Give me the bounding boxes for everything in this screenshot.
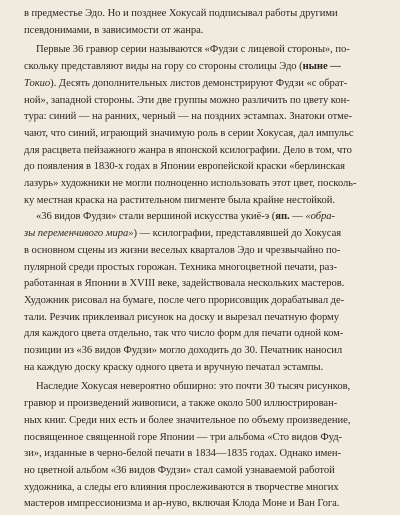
text-span: тура: синий — на ранних, черный — на поздних эстампах. Знатоки отме- bbox=[24, 111, 352, 123]
text-span: тали. Резчик приклеивал рисунок на доску и вырезал печатную форму bbox=[24, 311, 339, 323]
text-line bbox=[24, 226, 378, 243]
text-line bbox=[24, 463, 378, 480]
text-line bbox=[24, 243, 378, 260]
text-line bbox=[24, 326, 378, 343]
italic-text: «обра- bbox=[305, 211, 335, 223]
bold-text: ныне — bbox=[302, 61, 341, 73]
text-line bbox=[24, 396, 378, 413]
text-span: ной», западной стороны. Эти две группы можно различить по цвету кон- bbox=[24, 94, 350, 106]
text-line bbox=[24, 143, 378, 160]
text-span: чают, что синий, играющий значимую роль в серии Хокусая, дал импульс bbox=[24, 127, 354, 139]
text-span: в основном сцены из жизни веселых кварталов Эдо и чрезвычайно по- bbox=[24, 244, 341, 256]
text-span: ку местная краска на растительном пигменте была крайне нестойкой. bbox=[24, 194, 335, 206]
italic-text: Токио bbox=[24, 77, 51, 89]
text-line bbox=[24, 42, 378, 59]
text-line bbox=[24, 379, 378, 396]
text-line bbox=[24, 23, 378, 40]
text-line bbox=[24, 430, 378, 447]
text-span: до появления в 1830-х годах в Японии европейской краски «берлинская bbox=[24, 161, 345, 173]
text-line bbox=[24, 413, 378, 430]
text-span: скольку представляют виды на гору со стороны столицы Эдо ( bbox=[24, 61, 303, 73]
text-line bbox=[24, 76, 378, 93]
text-line bbox=[24, 93, 378, 110]
text-span: пулярной среди простых горожан. Техника многоцветной печати, раз- bbox=[24, 261, 337, 273]
text-line bbox=[24, 496, 378, 513]
text-span: позиции из «36 видов Фудзи» могло доходить до 30. Печатник наносил bbox=[24, 345, 343, 357]
text-span: посвященное священной горе Японии — три альбома «Сто видов Фуд- bbox=[24, 431, 343, 443]
text-line bbox=[24, 193, 378, 210]
text-span: в предместье Эдо. Но и позднее Хокусай подписывал работы другими bbox=[24, 8, 338, 19]
text-span: на каждую доску краску одного цвета и вручную печатал эстампы. bbox=[24, 361, 324, 373]
text-line bbox=[24, 59, 378, 76]
text-span: Художник рисовал на бумаге, после чего прорисовщик дорабатывал де- bbox=[24, 294, 345, 306]
text-span: ). Десять дополнительных листов демонстрируют Фудзи «с обрат- bbox=[50, 77, 348, 89]
text-span: — bbox=[289, 211, 306, 223]
text-span: лазурь» художники не могли полноценно использовать этот цвет, посколь- bbox=[24, 178, 357, 190]
text-line bbox=[24, 159, 378, 176]
italic-text: зы переменчивого мира» bbox=[24, 228, 134, 240]
text-line bbox=[24, 343, 378, 360]
text-line bbox=[24, 260, 378, 277]
text-line bbox=[24, 276, 378, 293]
text-line bbox=[24, 176, 378, 193]
text-span: ) — ксилографии, представлявшей до Хокусая bbox=[133, 228, 342, 240]
text-span: мастеров импрессионизма и ар-нуво, включая Клода Моне и Ван Гога. bbox=[24, 498, 340, 510]
text-span: зи», изданные в черно-белой печати в 1834—1835 годах. Однако имен- bbox=[24, 448, 341, 460]
text-span: но цветной альбом «36 видов Фудзи» стал самой узнаваемой работой bbox=[24, 464, 335, 476]
text-line bbox=[24, 446, 378, 463]
text-span: гравюр и произведений живописи, а также около 500 иллюстрирован- bbox=[24, 398, 338, 410]
text-span: ных книг. Среди них есть и более значительное по объему произведение, bbox=[24, 414, 351, 426]
text-line bbox=[24, 6, 378, 23]
text-span: работанная в Японии в XVIII веке, задействовала нескольких мастеров. bbox=[24, 278, 345, 290]
text-span: псевдонимами, в зависимости от жанра. bbox=[24, 24, 204, 36]
text-span: Наследие Хокусая невероятно обширно: это почти 30 тысяч рисунков, bbox=[36, 381, 351, 393]
text-line bbox=[24, 480, 378, 497]
text-span: для каждого цвета отдельно, так что число форм для печати одной ком- bbox=[24, 328, 344, 340]
text-line bbox=[24, 293, 378, 310]
text-span: «36 видов Фудзи» стали вершиной искусства укиё-э ( bbox=[36, 211, 276, 223]
text-line bbox=[24, 360, 378, 377]
text-line bbox=[24, 126, 378, 143]
text-line bbox=[24, 109, 378, 126]
text-span: Первые 36 гравюр серии называются «Фудзи с лицевой стороны», по- bbox=[36, 44, 350, 56]
text-line bbox=[24, 209, 378, 226]
text-span: художника, а следы его влияния прослеживаются в творчестве многих bbox=[24, 481, 339, 493]
text-span: для расцвета пейзажного жанра в японской ксилографии. Дело в том, что bbox=[24, 144, 352, 156]
text-line bbox=[24, 310, 378, 327]
body-text bbox=[24, 6, 378, 513]
bold-text: яп. bbox=[275, 211, 290, 223]
